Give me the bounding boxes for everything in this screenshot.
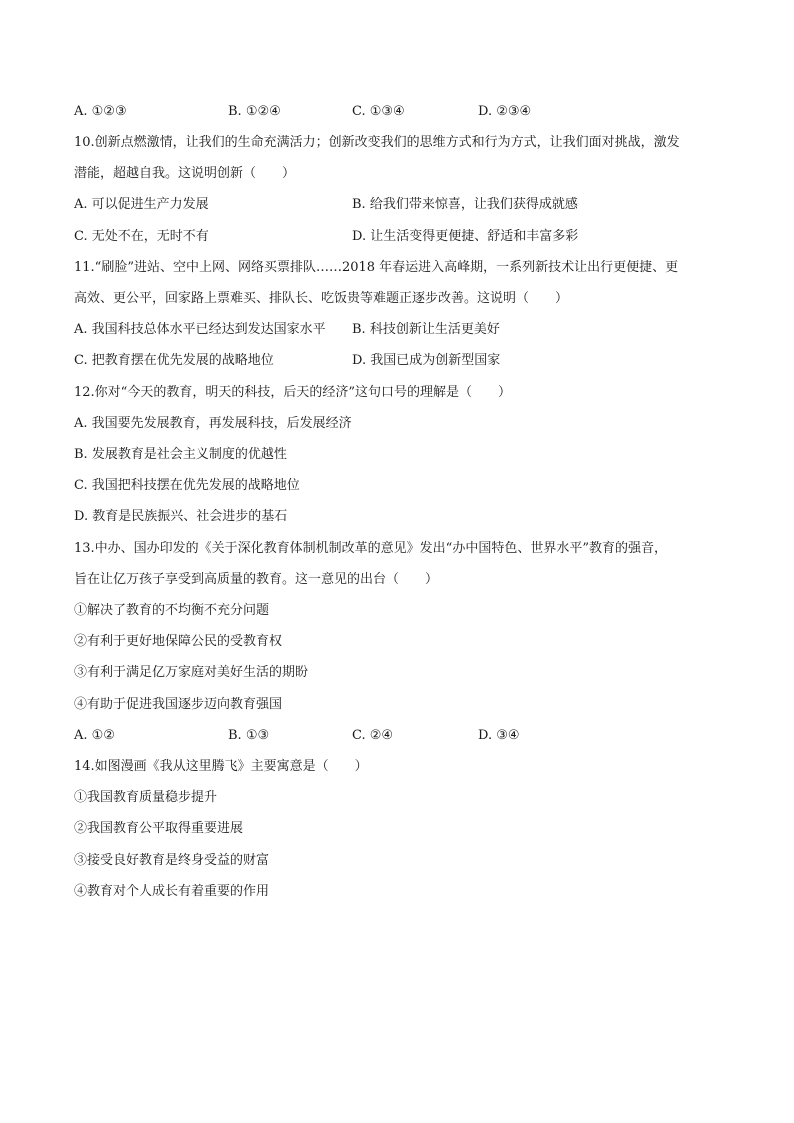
q13-option-b: B. ①③: [228, 728, 270, 743]
q11-option-d: D. 我国已成为创新型国家: [352, 353, 501, 368]
q13-option-d: D. ③④: [478, 728, 520, 743]
q10-stem-line1: 10.创新点燃激情，让我们的生命充满活力；创新改变我们的思维方式和行为方式，让我们面对挑战，激发: [74, 135, 680, 150]
q11-option-a: A. 我国科技总体水平已经达到发达国家水平: [74, 322, 326, 337]
q10-option-b: B. 给我们带来惊喜，让我们获得成就感: [352, 197, 578, 212]
q9-option-a: A. ①②③: [74, 104, 127, 119]
q10-stem-line2: 潜能，超越自我。这说明创新（ ）: [74, 166, 296, 181]
q13-option-c: C. ②④: [352, 728, 394, 743]
q11-stem-line1: 11.“刷脸”进站、空中上网、网络买票排队……2018 年春运进入高峰期，一系列新技术让出行更便捷、更: [74, 260, 679, 275]
q11-stem-line2: 高效、更公平，回家路上票难买、排队长、吃饭贵等难题正逐步改善。这说明（ ）: [74, 291, 569, 306]
q12-option-c: C. 我国把科技摆在优先发展的战略地位: [74, 478, 300, 493]
q13-stem-line1: 13.中办、国办印发的《关于深化教育体制机制改革的意见》发出“办中国特色、世界水平”教育的强音，: [74, 541, 667, 556]
q13-option-a: A. ①②: [74, 728, 115, 743]
q13-stem-line2: 旨在让亿万孩子享受到高质量的教育。这一意见的出台（ ）: [74, 572, 439, 587]
q13-item-2: ②有利于更好地保障公民的受教育权: [74, 634, 283, 649]
q12-option-b: B. 发展教育是社会主义制度的优越性: [74, 447, 287, 462]
q11-option-b: B. 科技创新让生活更美好: [352, 322, 500, 337]
q10-option-a: A. 可以促进生产力发展: [74, 197, 209, 212]
q9-option-b: B. ①②④: [228, 104, 281, 119]
q14-item-2: ②我国教育公平取得重要进展: [74, 821, 244, 836]
q12-stem: 12.你对“今天的教育，明天的科技，后天的经济”这句口号的理解是（ ）: [74, 385, 511, 400]
q12-option-a: A. 我国要先发展教育，再发展科技，后发展经济: [74, 416, 352, 431]
q14-item-4: ④教育对个人成长有着重要的作用: [74, 884, 270, 899]
q13-item-3: ③有利于满足亿万家庭对美好生活的期盼: [74, 665, 309, 680]
q12-option-d: D. 教育是民族振兴、社会进步的基石: [74, 509, 288, 524]
q10-option-d: D. 让生活变得更便捷、舒适和丰富多彩: [352, 229, 579, 244]
q13-item-4: ④有助于促进我国逐步迈向教育强国: [74, 697, 283, 712]
q11-option-c: C. 把教育摆在优先发展的战略地位: [74, 353, 274, 368]
q9-option-c: C. ①③④: [352, 104, 405, 119]
q14-stem: 14.如图漫画《我从这里腾飞》主要寓意是（ ）: [74, 759, 368, 774]
q13-item-1: ①解决了教育的不均衡不充分问题: [74, 603, 270, 618]
q9-option-d: D. ②③④: [478, 104, 532, 119]
q10-option-c: C. 无处不在，无时不有: [74, 229, 209, 244]
q14-item-3: ③接受良好教育是终身受益的财富: [74, 853, 270, 868]
q14-item-1: ①我国教育质量稳步提升: [74, 790, 218, 805]
